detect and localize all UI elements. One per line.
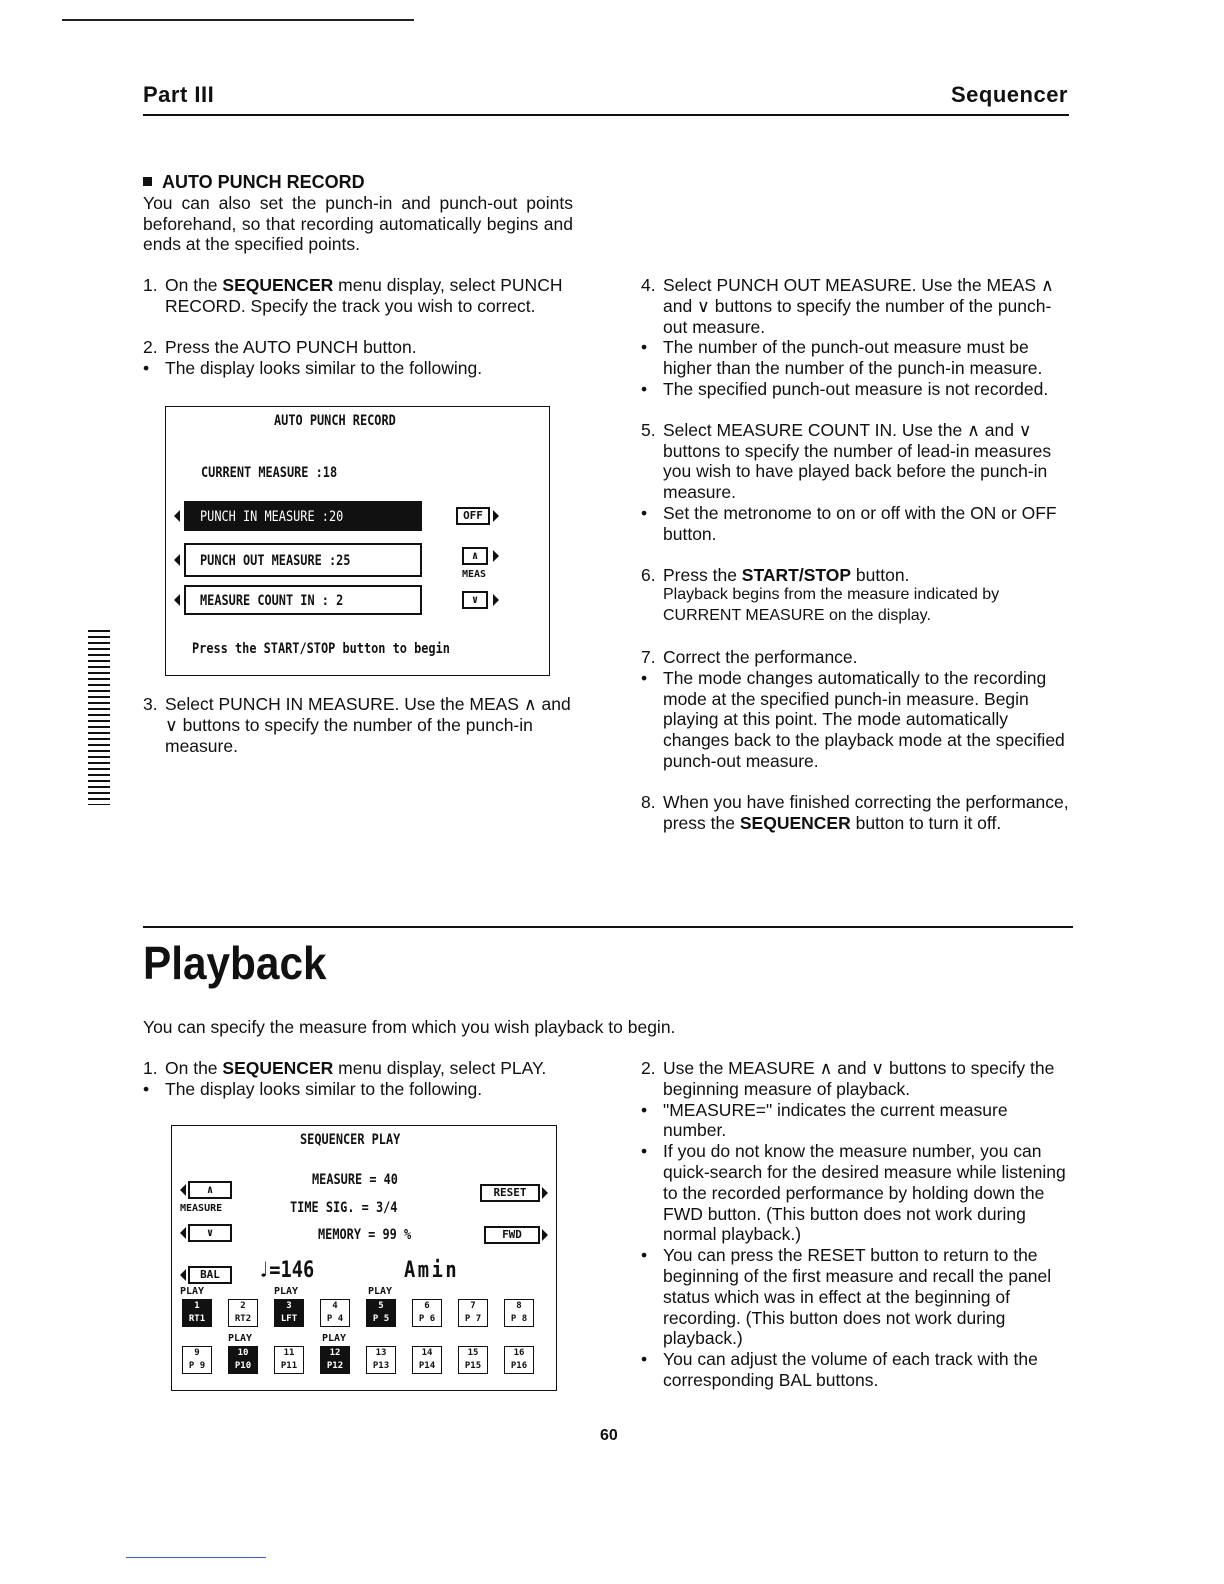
track-label: P 4 (326, 1314, 344, 1324)
track-button[interactable] (274, 1346, 304, 1374)
time-signature: TIME SIG. = 3/4 (290, 1200, 398, 1216)
track-label: P 9 (188, 1361, 206, 1371)
current-measure: CURRENT MEASURE :18 (201, 465, 338, 481)
left-arrow-icon (174, 594, 180, 606)
meas-label: MEAS (462, 569, 487, 580)
section-heading: AUTO PUNCH RECORD (143, 172, 573, 193)
track-label: RT1 (188, 1314, 206, 1324)
section-rule (143, 926, 1073, 928)
step-4-bullet-2: • The specified punch-out measure is not recorded. (641, 378, 1049, 399)
track-button[interactable] (504, 1346, 534, 1374)
track-label: P 7 (464, 1314, 482, 1324)
scan-artifact-margin (88, 630, 110, 805)
display-title: AUTO PUNCH RECORD (274, 413, 396, 429)
track-number: 1 (194, 1301, 200, 1311)
track-label: P13 (372, 1361, 390, 1371)
play-label: PLAY (274, 1286, 299, 1297)
square-bullet-icon (143, 177, 152, 186)
playback-step-2: 2. Use the MEASURE ∧ and ∨ buttons to specify the beginning measure of playback. (641, 1058, 1055, 1099)
sequencer-play-display (171, 1125, 557, 1391)
scan-artifact-bottom (126, 1557, 266, 1558)
track-number: 10 (237, 1348, 249, 1358)
left-arrow-icon (174, 510, 180, 522)
track-button[interactable] (182, 1299, 212, 1327)
right-arrow-icon (542, 1187, 548, 1199)
playback-bullet-1: • "MEASURE=" indicates the current measure number. (641, 1099, 1008, 1141)
track-label: LFT (280, 1314, 298, 1324)
left-arrow-icon (180, 1184, 186, 1196)
playback-left-column (143, 1058, 575, 1100)
track-label: P 6 (418, 1314, 436, 1324)
step-6-note: Playback begins from the measure indicated by CURRENT MEASURE on the display. (663, 586, 1000, 625)
playback-bullet-3: • You can press the RESET button to return to the beginning of the first measure and recall the panel status which was in effect at the beginning of recording. (This button does not work during playback.) (641, 1245, 1052, 1349)
track-number: 14 (421, 1348, 433, 1358)
track-row-1 (182, 1299, 552, 1329)
measure-down-button[interactable]: ∨ (188, 1224, 232, 1242)
track-button[interactable] (320, 1299, 350, 1327)
track-label: P15 (464, 1361, 482, 1371)
chord-readout: Amin (404, 1258, 460, 1283)
punch-out-field[interactable]: PUNCH OUT MEASURE :25 (184, 543, 422, 577)
meas-up-button[interactable]: ∧ (462, 547, 488, 565)
display-footer: Press the START/STOP button to begin (192, 641, 450, 657)
play-label: PLAY (368, 1286, 393, 1297)
metronome-off-button[interactable]: OFF (456, 507, 490, 525)
track-button[interactable] (182, 1346, 212, 1374)
track-number: 13 (375, 1348, 387, 1358)
track-button[interactable] (228, 1346, 258, 1374)
reset-button[interactable]: RESET (480, 1184, 540, 1202)
playback-intro: You can specify the measure from which you wish playback to begin. (143, 1017, 676, 1037)
track-label: P16 (510, 1361, 528, 1371)
step-2: 2. Press the AUTO PUNCH button. (143, 336, 417, 357)
right-arrow-icon (542, 1229, 548, 1241)
playback-right-column (641, 1058, 1071, 1391)
playback-step-1: 1. On the SEQUENCER menu display, select PLAY. (143, 1058, 547, 1078)
play-label: PLAY (180, 1286, 205, 1297)
track-button[interactable] (458, 1299, 488, 1327)
play-label: PLAY (322, 1333, 347, 1344)
auto-punch-right-column (641, 275, 1069, 833)
header-rule (143, 114, 1069, 116)
track-button[interactable] (412, 1346, 442, 1374)
step-4-bullet-1: • The number of the punch-out measure must be higher than the number of the punch-in measure. (641, 337, 1043, 379)
display-title: SEQUENCER PLAY (300, 1132, 401, 1148)
step-7-bullet-1: • The mode changes automatically to the recording mode at the specified punch-in measure. Begin playing at this point. The mode automatically changes back to the playback mode at the specified punch-out measure. (641, 667, 1065, 771)
track-number: 16 (513, 1348, 525, 1358)
step-4: 4. Select PUNCH OUT MEASURE. Use the MEAS ∧ and ∨ buttons to specify the number of the punch-out measure. (641, 275, 1054, 337)
fwd-button[interactable]: FWD (484, 1226, 540, 1244)
step-7: 7. Correct the performance. (641, 646, 858, 667)
right-arrow-icon (493, 550, 499, 562)
track-button[interactable] (458, 1346, 488, 1374)
measure-value: MEASURE = 40 (312, 1172, 398, 1188)
track-label: P14 (418, 1361, 436, 1371)
measure-up-button[interactable]: ∧ (188, 1181, 232, 1199)
track-number: 7 (470, 1301, 476, 1311)
left-arrow-icon (180, 1227, 186, 1239)
page-number: 60 (600, 1427, 618, 1444)
track-label: P 5 (372, 1314, 390, 1324)
step-5: 5. Select MEASURE COUNT IN. Use the ∧ and ∨ buttons to specify the number of lead-in measures you wish to have played back before the punch-in measure. (641, 419, 1052, 503)
bal-button[interactable]: BAL (188, 1266, 232, 1284)
punch-in-field[interactable]: PUNCH IN MEASURE :20 (184, 501, 422, 531)
step-3: 3. Select PUNCH IN MEASURE. Use the MEAS ∧ and ∨ buttons to specify the number of the punch-in measure. (143, 694, 571, 756)
track-label: P10 (234, 1361, 252, 1371)
right-arrow-icon (493, 510, 499, 522)
track-button[interactable] (366, 1346, 396, 1374)
memory-value: MEMORY = 99 % (318, 1227, 412, 1243)
playback-bullet-2: • If you do not know the measure number, you can quick-search for the desired measure while listening to the recorded performance by holding down the FWD button. (This button does not work during normal playback.) (641, 1141, 1066, 1245)
track-number: 5 (378, 1301, 384, 1311)
track-label: P 8 (510, 1314, 528, 1324)
track-number: 12 (329, 1348, 341, 1358)
track-label: P11 (280, 1361, 298, 1371)
track-number: 4 (332, 1301, 338, 1311)
playback-title: Playback (143, 937, 327, 989)
track-button[interactable] (228, 1299, 258, 1327)
playback-step-1-bullet: • The display looks similar to the following. (143, 1078, 483, 1099)
count-in-field[interactable]: MEASURE COUNT IN : 2 (184, 585, 422, 615)
track-button[interactable] (504, 1299, 534, 1327)
running-header-right: Sequencer (951, 82, 1068, 107)
track-number: 8 (516, 1301, 522, 1311)
left-arrow-icon (174, 554, 180, 566)
step-5-bullet-1: • Set the metronome to on or off with the ON or OFF button. (641, 502, 1057, 544)
track-number: 2 (240, 1301, 246, 1311)
track-label: P12 (326, 1361, 344, 1371)
playback-bullet-4: • You can adjust the volume of each track with the corresponding BAL buttons. (641, 1349, 1038, 1390)
step-8: 8. When you have finished correcting the performance, press the SEQUENCER button to turn it off. (641, 791, 1069, 833)
track-button[interactable] (412, 1299, 442, 1327)
scan-artifact-top (62, 19, 414, 21)
tempo-readout: ♩=146 (258, 1258, 315, 1283)
track-button[interactable] (320, 1346, 350, 1374)
track-row-2 (182, 1346, 552, 1376)
play-label: PLAY (228, 1333, 253, 1344)
track-number: 11 (283, 1348, 295, 1358)
running-header-left: Part III (143, 82, 215, 107)
track-button[interactable] (366, 1299, 396, 1327)
step-6: 6. Press the START/STOP button. (641, 564, 910, 585)
track-number: 3 (286, 1301, 292, 1311)
track-label: RT2 (234, 1314, 252, 1324)
track-number: 15 (467, 1348, 479, 1358)
auto-punch-section (143, 172, 573, 378)
step-1: 1. On the SEQUENCER menu display, select PUNCH RECORD. Specify the track you wish to correct. (143, 275, 563, 316)
right-arrow-icon (493, 594, 499, 606)
measure-label: MEASURE (180, 1203, 223, 1214)
track-number: 9 (194, 1348, 200, 1358)
track-number: 6 (424, 1301, 430, 1311)
left-arrow-icon (180, 1269, 186, 1281)
track-button[interactable] (274, 1299, 304, 1327)
meas-down-button[interactable]: ∨ (462, 591, 488, 609)
step-2-bullet: • The display looks similar to the following. (143, 357, 483, 378)
auto-punch-display (165, 406, 550, 676)
section-intro: You can also set the punch-in and punch-out points beforehand, so that recording automatically begins and ends at the specified points. (143, 192, 573, 255)
